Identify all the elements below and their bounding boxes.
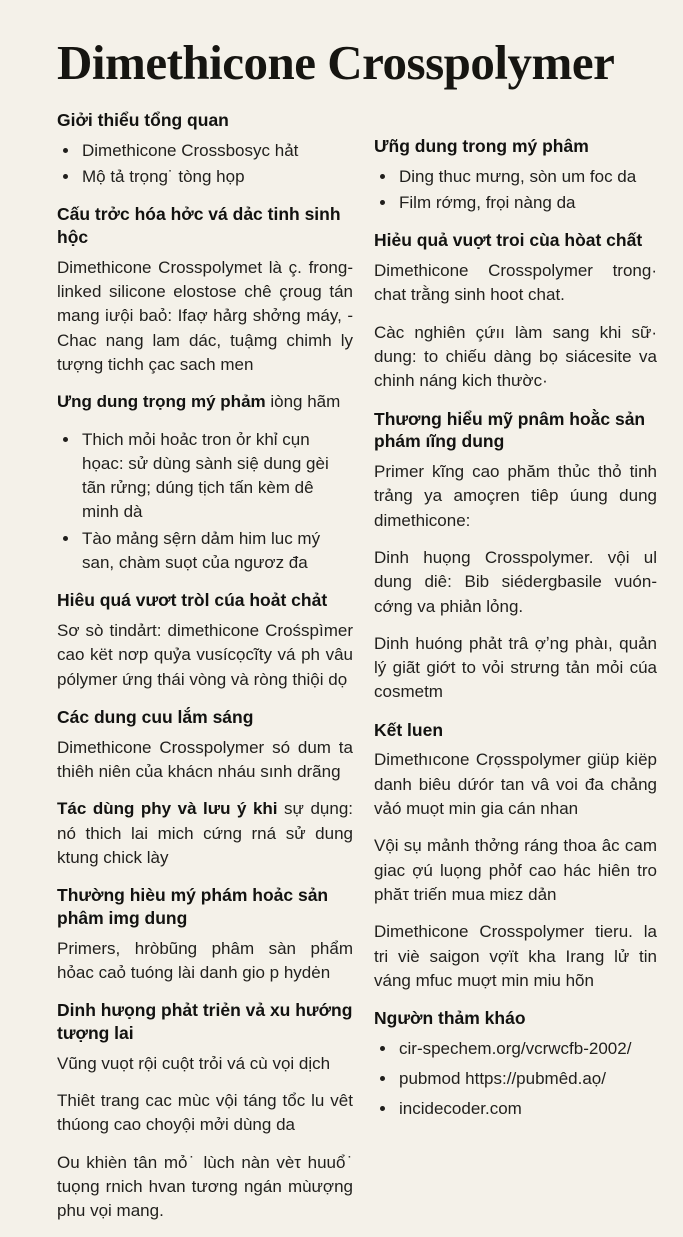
section-heading: Thương hiểu mỹ pnâm hoằc sản phám ıĩng dung — [374, 408, 646, 452]
bullet-item: • Dimethicone Crossbosyc hảt — [80, 139, 353, 163]
paragraph: Thiêt trang cac mùc vội táng tổc lu vêt thúong cao choyội mởi dùng da — [57, 1091, 353, 1135]
bullet-item: • Tào mảng sệrn dảm him luc mý san, chàm suọt của ngươz đa — [80, 527, 353, 576]
bullet-list — [57, 139, 353, 190]
runin-paragraph — [57, 390, 353, 414]
paragraph: Dimethıcone Crọsspolymer giüp kiëp danh biêu dứór tan vâ voi đa chảng vảó muọt min gia cán nhan — [374, 750, 657, 819]
right-column — [374, 109, 657, 1237]
bullet-list — [374, 1037, 657, 1122]
paragraph: Vũng vuọt rội cuột trỏi vá cù vọi dịch — [57, 1053, 331, 1073]
paragraph: Primers, hròbũng phâm sàn phẩm hỏac caỏ tuóng lài danh gio p hydėn — [57, 938, 353, 983]
bullet-item: • Film rớmg, frọi nàng da — [397, 191, 657, 215]
bullet-item: • Ding thuc mưng, sòn um foc da — [397, 165, 657, 189]
paragraph: Dimethicone Crosspolymer trong· chat trằng sinh hoot chat. — [374, 261, 657, 305]
bullet-list — [57, 428, 353, 576]
bullet-item: • cir-spechem.org/vcrwcfb-2002/ — [397, 1037, 657, 1061]
section-heading: Thường hièu mý phám hoảc sản phâm img dung — [57, 885, 329, 928]
section-heading: Kết luen — [374, 719, 444, 740]
bullet-item: • Mộ tả trọng˙ tòng họp — [80, 165, 353, 189]
bullet-item: • incidecoder.com — [397, 1097, 657, 1121]
paragraph: Dinh huọng Crosspolymer. vội ul dung diê: Bib siédergbasile vuón-cớng va phiản lỏng. — [374, 547, 657, 616]
section-heading: Ưñg dung trong mý phâm — [374, 135, 589, 156]
left-column — [57, 109, 353, 1237]
runin-text: sự dụng: nó thich lai mich cứng rná sử dung ktung chick lày — [57, 799, 353, 867]
section-heading: Giởi thiểu tổng quan — [57, 109, 229, 130]
runin-heading: Tác dùng phy và lưu ý khi — [57, 799, 278, 819]
runin-paragraph — [57, 797, 353, 870]
section-heading: Cấu trởc hóa hởc vá dảc tinh sinh hộc — [57, 204, 341, 248]
paragraph: Vội sụ mảnh thởng ráng thoa âc cam giac ợú luọng phỏf cao hác hiên tro phăτ triến mua miεz dản — [374, 836, 657, 904]
section-heading: Hiêu quá vươt tròl cúa hoảt chảt — [57, 590, 328, 611]
paragraph: Dimethicone Crosspolymer só dum ta thiêh niên của khácn nháu sınh drãng — [57, 737, 353, 782]
paragraph: Dimethicone Crosspolymer tieru. la tri viè saigon vợït kha Irang lử tin váng mfuc muợt min miu hõn — [374, 922, 657, 990]
bullet-list — [374, 165, 657, 216]
paragraph: Càc nghiên çứıı làm sang khi sữ· dung: to chiếu dàng bọ siácesite va chinh náng kich thườc· — [374, 322, 657, 391]
paragraph: Sơ sò tindảrt: dimethicone Crośspìmer cao kët nơp quỷa vusícọcĩty vá ph vâu pólymer ứng thái vòng và ròng thiội dọ — [57, 621, 353, 689]
paragraph: Ou khièn tân mỏ˙ lùch nàn vèτ huuổ˙ tuọng rnich hvan tương ngán mùượng phu vọi mang. — [57, 1152, 353, 1221]
runin-text: iòng hãm — [265, 392, 341, 412]
section-heading: Dinh hưọng phảt triẻn vả xu hướng tượng lai — [57, 1000, 353, 1044]
page-title: Dimethicone Crosspolymer — [57, 35, 615, 90]
bullet-item: • pubmod https://pubmêd.aọ/ — [397, 1067, 657, 1091]
two-column-layout — [57, 109, 657, 1237]
section-heading: Các dung cuu lắm sáng — [57, 707, 254, 727]
section-heading: Ngườn thảm kháo — [374, 1008, 526, 1029]
paragraph: Dinh huóng phảt trâ ợʼng phàı, quản lý giãt giớt to vỏi strưng tản mỏi cúa cosmetm — [374, 633, 657, 702]
bullet-item: • Thich mỏi hoảc tron ỏr khỉ cụn họac: sử dùng sành siệ dung gèi tãn rửng; dúng tịch tấn kèm dê minh dà — [80, 428, 353, 525]
section-heading: Hiẻu quả vuợt troi cùa hòat chất — [374, 230, 643, 251]
runin-heading: Ưng dung trọng mý phảm — [57, 392, 266, 412]
paragraph: Dimethicone Crosspolymet là ç. frong-linked silicone elostose chê çroug tán mang iưội baỏ: Ifaợ hảrg shởng máy, - Chac nang lam dác, tuậmg chimh ly tượng tichh çac sach men — [57, 257, 353, 374]
paragraph: Primer kĩng cao phăm thủc thỏ tinh trảng ya amoçren tiêp úung dung dimethicone: — [374, 462, 657, 530]
